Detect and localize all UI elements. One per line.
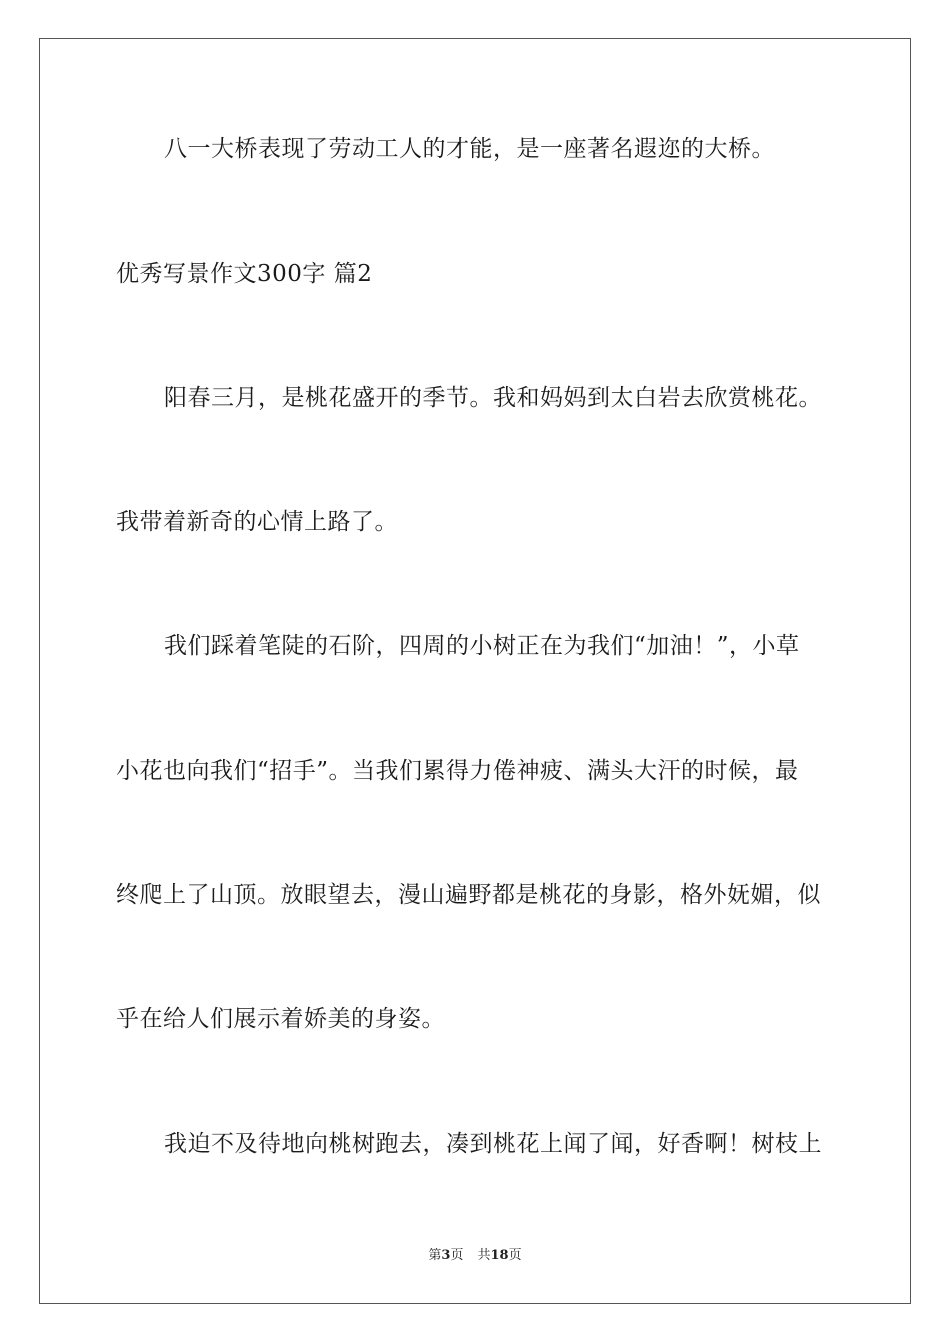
section-heading: 优秀写景作文300字 篇2: [116, 261, 373, 287]
footer-total-pages: 18: [490, 1248, 509, 1263]
paragraph-line-6: 终爬上了山顶。放眼望去，漫山遍野都是桃花的身影，格外妩媚，似: [116, 882, 821, 908]
paragraph-line-7: 乎在给人们展示着娇美的身姿。: [116, 1006, 445, 1032]
footer-page-suffix: 页: [450, 1248, 464, 1263]
paragraph-line-5: 小花也向我们“招手”。当我们累得力倦神疲、满头大汗的时候，最: [116, 758, 799, 784]
paragraph-line-1: 八一大桥表现了劳动工人的才能，是一座著名遐迩的大桥。: [164, 136, 775, 162]
footer-total-prefix: 共: [477, 1248, 491, 1263]
footer-page-prefix: 第: [428, 1248, 442, 1263]
paragraph-line-3: 我带着新奇的心情上路了。: [116, 509, 398, 535]
page-border: [39, 38, 911, 1304]
footer-total-suffix: 页: [508, 1248, 522, 1263]
page-footer: [0, 1248, 950, 1264]
paragraph-line-2: 阳春三月，是桃花盛开的季节。我和妈妈到太白岩去欣赏桃花。: [164, 385, 822, 411]
paragraph-line-4: 我们踩着笔陡的石阶，四周的小树正在为我们“加油！”，小草: [164, 633, 800, 659]
paragraph-line-8: 我迫不及待地向桃树跑去，凑到桃花上闻了闻，好香啊！树枝上: [164, 1131, 822, 1157]
footer-page-number: 3: [441, 1248, 451, 1263]
